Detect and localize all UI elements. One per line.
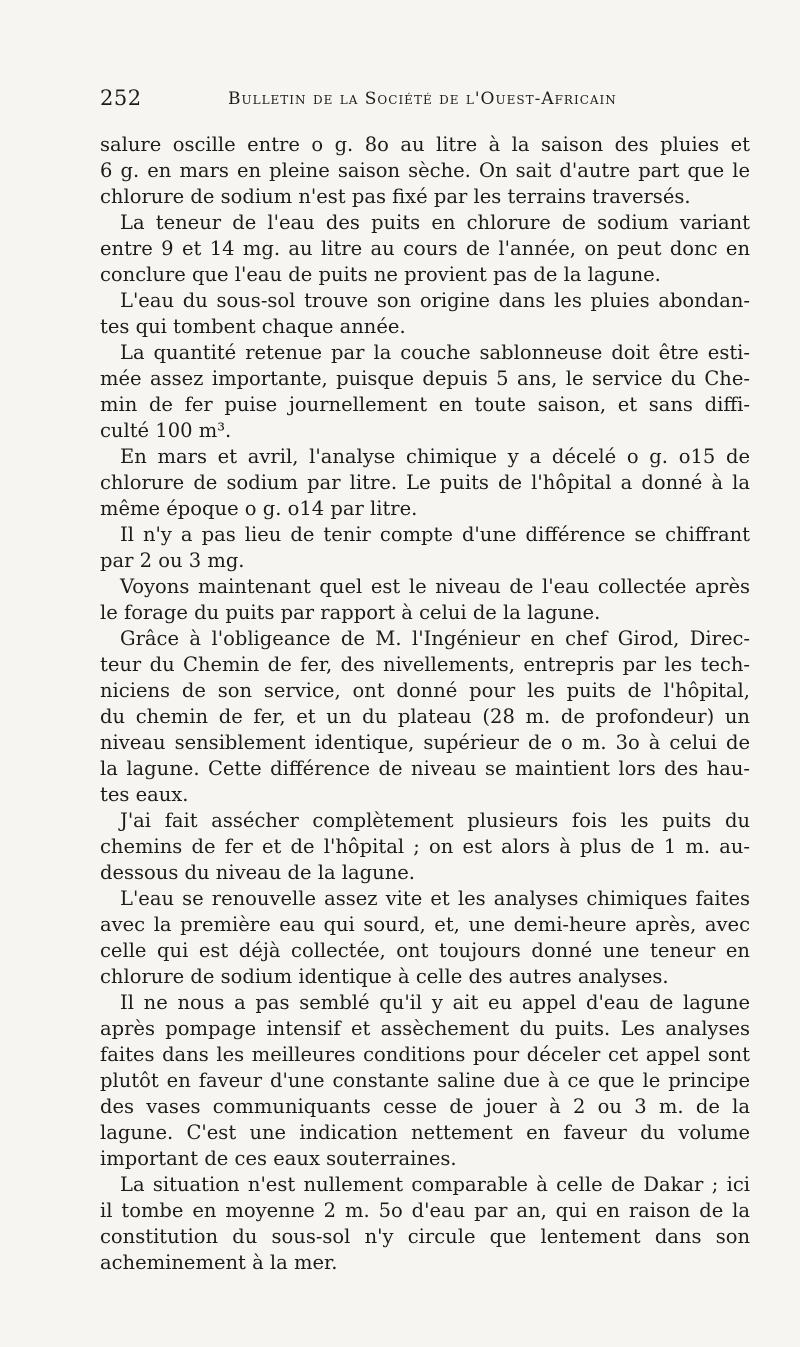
text-line: chemins de fer et de l'hôpital ; on est alors à plus de 1 m. au- bbox=[100, 835, 750, 858]
text-line: constitution du sous-sol n'y circule que lentement dans son bbox=[100, 1225, 750, 1248]
text-line: des vases communiquants cesse de jouer à 2 ou 3 m. de la bbox=[100, 1095, 750, 1118]
text-line: du chemin de fer, et un du plateau (28 m. de profondeur) un bbox=[100, 705, 750, 728]
text-line: En mars et avril, l'analyse chimique y a décelé o g. o15 de bbox=[120, 445, 750, 468]
paragraph bbox=[100, 340, 750, 444]
text-line: mée assez importante, puisque depuis 5 ans, le service du Che- bbox=[100, 367, 750, 390]
text-line: niveau sensiblement identique, supérieur de o m. 3o à celui de bbox=[100, 731, 750, 754]
page-number: 252 bbox=[100, 86, 142, 110]
text-line: le forage du puits par rapport à celui de la lagune. bbox=[100, 601, 601, 624]
text-line: 6 g. en mars en pleine saison sèche. On sait d'autre part que le bbox=[100, 159, 750, 182]
text-line: lagune. C'est une indication nettement en faveur du volume bbox=[100, 1121, 750, 1144]
text-line: niciens de son service, ont donné pour les puits de l'hôpital, bbox=[100, 679, 750, 702]
text-line: acheminement à la mer. bbox=[100, 1251, 338, 1274]
text-line: L'eau du sous-sol trouve son origine dans les pluies abondan- bbox=[120, 289, 750, 312]
text-line: tes qui tombent chaque année. bbox=[100, 315, 406, 338]
paragraph bbox=[100, 626, 750, 808]
text-line: avec la première eau qui sourd, et, une demi-heure après, avec bbox=[100, 913, 750, 936]
text-line: chlorure de sodium n'est pas fixé par les terrains traversés. bbox=[100, 185, 691, 208]
text-line: La teneur de l'eau des puits en chlorure de sodium variant bbox=[120, 211, 750, 234]
text-line: faites dans les meilleures conditions pour déceler cet appel sont bbox=[100, 1043, 750, 1066]
text-line: Grâce à l'obligeance de M. l'Ingénieur en chef Girod, Direc- bbox=[120, 627, 750, 650]
paragraph bbox=[100, 522, 750, 574]
text-line: culté 100 m³. bbox=[100, 419, 232, 442]
paragraph bbox=[100, 444, 750, 522]
paragraph bbox=[100, 990, 750, 1172]
running-title: Bulletin de la Société de l'Ouest-Africain bbox=[228, 89, 617, 109]
text-line: J'ai fait assécher complètement plusieurs fois les puits du bbox=[120, 809, 750, 832]
text-line: dessous du niveau de la lagune. bbox=[100, 861, 415, 884]
text-line: la lagune. Cette différence de niveau se maintient lors des hau- bbox=[100, 757, 750, 780]
paragraph bbox=[100, 886, 750, 990]
text-line: après pompage intensif et assèchement du puits. Les analyses bbox=[100, 1017, 750, 1040]
paragraph bbox=[100, 132, 750, 210]
page-header bbox=[100, 86, 750, 116]
text-line: chlorure de sodium par litre. Le puits de l'hôpital a donné à la bbox=[100, 471, 750, 494]
text-line: important de ces eaux souterraines. bbox=[100, 1147, 457, 1170]
text-line: Il ne nous a pas semblé qu'il y ait eu appel d'eau de lagune bbox=[120, 991, 750, 1014]
text-line: Voyons maintenant quel est le niveau de l'eau collectée après bbox=[120, 575, 750, 598]
text-line: entre 9 et 14 mg. au litre au cours de l'année, on peut donc en bbox=[100, 237, 750, 260]
text-line: Il n'y a pas lieu de tenir compte d'une différence se chiffrant bbox=[120, 523, 750, 546]
paragraph bbox=[100, 574, 750, 626]
text-line: salure oscille entre o g. 8o au litre à la saison des pluies et bbox=[100, 133, 750, 156]
text-line: L'eau se renouvelle assez vite et les analyses chimiques faites bbox=[120, 887, 750, 910]
text-line: chlorure de sodium identique à celle des autres analyses. bbox=[100, 965, 669, 988]
paragraph bbox=[100, 210, 750, 288]
text-line: La quantité retenue par la couche sablonneuse doit être esti- bbox=[120, 341, 750, 364]
text-line: il tombe en moyenne 2 m. 5o d'eau par an, qui en raison de la bbox=[100, 1199, 750, 1222]
paragraph bbox=[100, 808, 750, 886]
body-text bbox=[100, 132, 750, 1276]
text-line: tes eaux. bbox=[100, 783, 189, 806]
text-line: teur du Chemin de fer, des nivellements, entrepris par les tech- bbox=[100, 653, 750, 676]
text-line: par 2 ou 3 mg. bbox=[100, 549, 245, 572]
text-line: La situation n'est nullement comparable à celle de Dakar ; ici bbox=[120, 1173, 750, 1196]
text-line: celle qui est déjà collectée, ont toujours donné une teneur en bbox=[100, 939, 750, 962]
text-line: conclure que l'eau de puits ne provient pas de la lagune. bbox=[100, 263, 661, 286]
paragraph bbox=[100, 288, 750, 340]
text-line: plutôt en faveur d'une constante saline due à ce que le principe bbox=[100, 1069, 750, 1092]
text-line: min de fer puise journellement en toute saison, et sans diffi- bbox=[100, 393, 750, 416]
paragraph bbox=[100, 1172, 750, 1276]
text-line: même époque o g. o14 par litre. bbox=[100, 497, 418, 520]
